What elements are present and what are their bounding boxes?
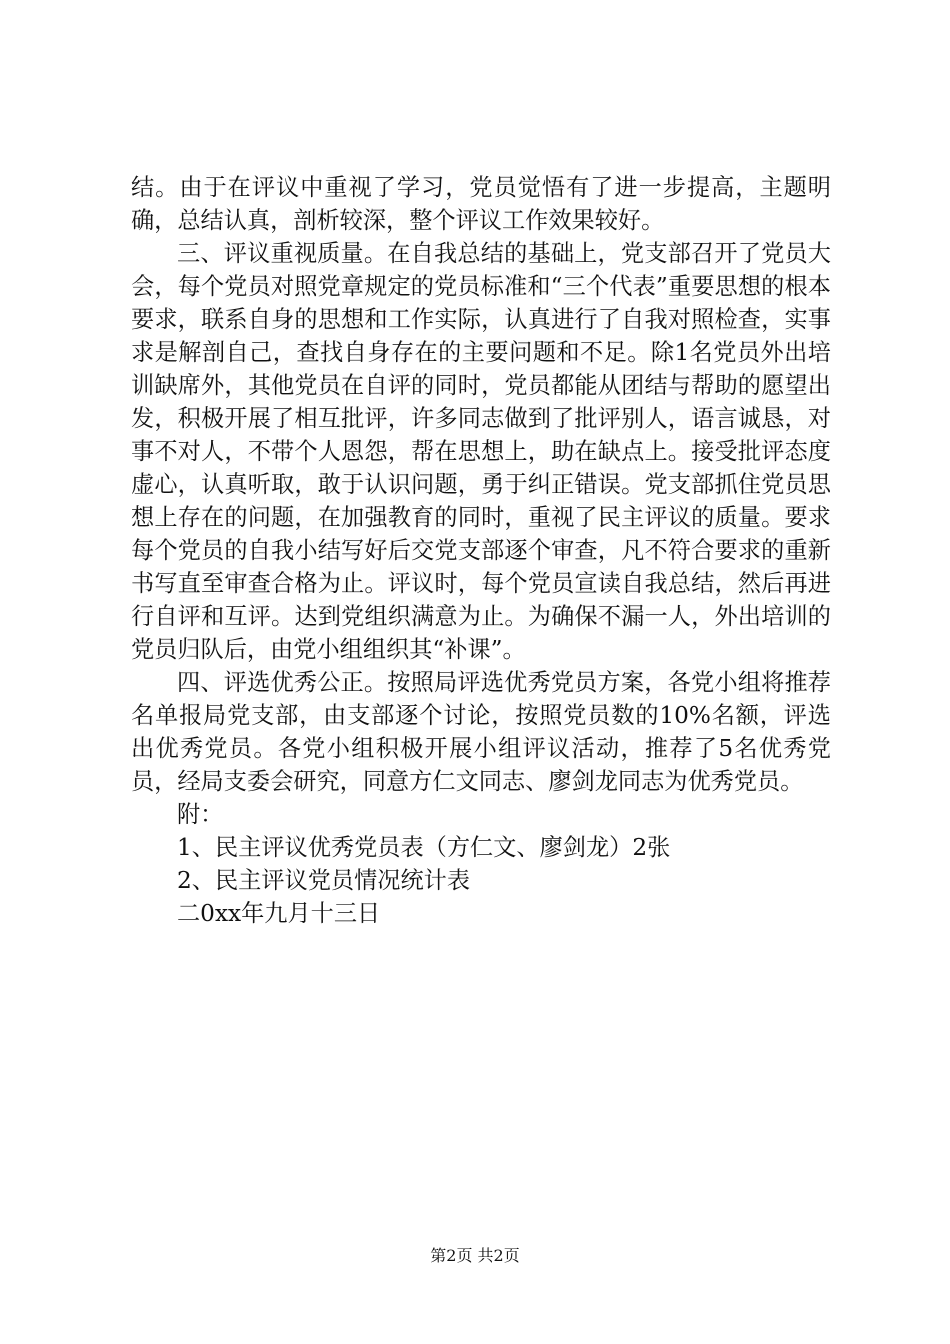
document-body xyxy=(131,171,831,930)
page-footer xyxy=(0,1245,950,1267)
paragraph-section-three: 三、评议重视质量。在自我总结的基础上，党支部召开了党员大会，每个党员对照党章规定的党员标准和“三个代表”重要思想的根本要求，联系自身的思想和工作实际，认真进行了自我对照检查，实事求是解剖自己，查找自身存在的主要问题和不足。除1名党员外出培训缺席外，其他党员在自评的同时，党员都能从团结与帮助的愿望出发，积极开展了相互批评，许多同志做到了批评别人，语言诚恳，对事不对人，不带个人恩怨，帮在思想上，助在缺点上。接受批评态度虚心，认真听取，敢于认识问题，勇于纠正错误。党支部抓住党员思想上存在的问题，在加强教育的同时，重视了民主评议的质量。要求每个党员的自我小结写好后交党支部逐个审查，凡不符合要求的重新书写直至审查合格为止。评议时，每个党员宣读自我总结，然后再进行自评和互评。达到党组织满意为止。为确保不漏一人，外出培训的党员归队后，由党小组组织其“补课”。 xyxy=(131,240,831,663)
page-number-label: 第2页 共2页 xyxy=(430,1246,520,1265)
paragraph-section-four: 四、评选优秀公正。按照局评选优秀党员方案，各党小组将推荐名单报局党支部，由支部逐个讨论，按照党员数的10%名额，评选出优秀党员。各党小组积极开展小组评议活动，推荐了5名优秀党员，经局支委会研究，同意方仁文同志、廖剑龙同志为优秀党员。 xyxy=(131,669,831,795)
paragraph-continuation: 结。由于在评议中重视了学习，党员觉悟有了进一步提高，主题明确，总结认真，剖析较深，整个评议工作效果较好。 xyxy=(131,174,831,234)
attachment-heading: 附： xyxy=(177,801,224,828)
attachment-item-2: 2、民主评议党员情况统计表 xyxy=(177,867,471,894)
attachment-item-1: 1、民主评议优秀党员表（方仁文、廖剑龙）2张 xyxy=(177,834,671,861)
document-date: 二0xx年九月十三日 xyxy=(177,900,381,927)
